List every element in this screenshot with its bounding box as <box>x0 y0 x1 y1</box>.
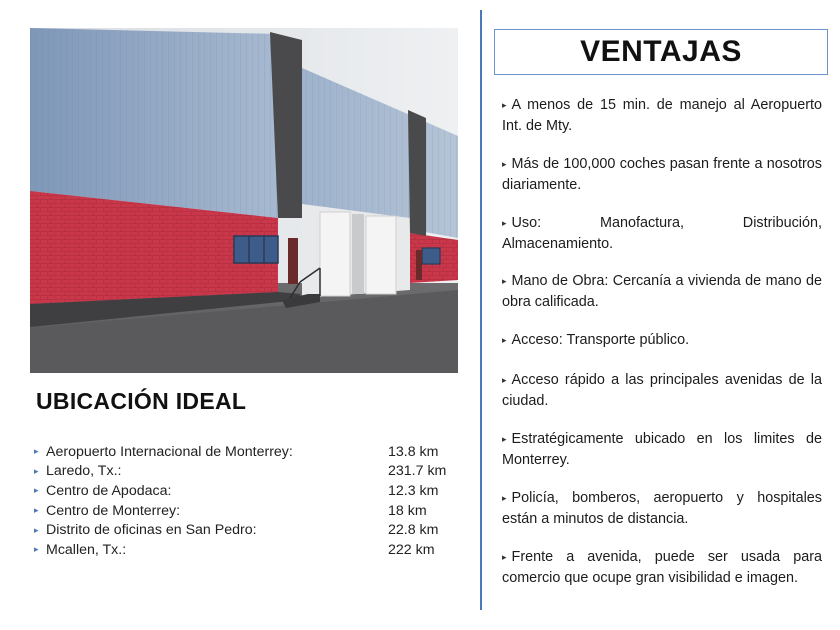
warehouse-render-image <box>30 28 458 373</box>
advantage-item <box>502 488 822 530</box>
distance-row <box>34 520 474 540</box>
advantage-item <box>502 95 822 137</box>
column-divider <box>480 10 482 610</box>
bullet-icon: ▸ <box>502 335 507 345</box>
distance-place: Laredo, Tx.: <box>46 463 122 480</box>
bullet-icon: ▸ <box>34 505 39 516</box>
distance-place: Centro de Monterrey: <box>46 502 181 519</box>
distance-row <box>34 540 474 560</box>
advantage-text: Más de 100,000 coches pasan frente a nosotros diariamente. <box>502 156 822 194</box>
advantage-text: Frente a avenida, puede ser usada para comercio que ocupe gran visibilidad e imagen. <box>502 549 822 587</box>
advantage-text: Estratégicamente ubicado en los limites de Monterrey. <box>502 431 822 469</box>
bullet-icon: ▸ <box>502 218 507 228</box>
bullet-icon: ▸ <box>34 544 39 555</box>
advantage-item <box>502 154 822 196</box>
advantage-item <box>502 547 822 589</box>
bullet-icon: ▸ <box>502 159 507 169</box>
distance-place: Aeropuerto Internacional de Monterrey: <box>46 443 293 460</box>
ubicacion-heading: UBICACIÓN IDEAL <box>36 388 247 414</box>
distance-value: 231.7 km <box>388 463 447 480</box>
bullet-icon: ▸ <box>502 552 507 562</box>
advantage-item <box>502 271 822 313</box>
distance-row <box>34 442 474 462</box>
distance-row <box>34 462 474 482</box>
advantage-item <box>502 429 822 471</box>
advantage-text: Uso: Manofactura, Distribución, Almacenamiento. <box>502 215 822 253</box>
ventajas-heading-box <box>494 29 828 75</box>
bullet-icon: ▸ <box>34 465 39 476</box>
distance-value: 22.8 km <box>388 522 439 539</box>
distance-place: Centro de Apodaca: <box>46 482 172 499</box>
distance-value: 13.8 km <box>388 443 439 460</box>
distance-value: 18 km <box>388 502 427 519</box>
advantage-text: Acceso rápido a las principales avenidas de la ciudad. <box>502 372 822 410</box>
distance-value: 12.3 km <box>388 482 439 499</box>
distance-place: Mcallen, Tx.: <box>46 541 127 558</box>
advantage-item <box>502 330 822 351</box>
advantage-text: Policía, bomberos, aeropuerto y hospitales están a minutos de distancia. <box>502 490 822 528</box>
advantage-item <box>502 213 822 255</box>
bullet-icon: ▸ <box>34 446 39 457</box>
advantage-item <box>502 370 822 412</box>
bullet-icon: ▸ <box>502 493 507 503</box>
ventajas-heading: VENTAJAS <box>580 35 742 68</box>
distance-row <box>34 501 474 521</box>
distance-place: Distrito de oficinas en San Pedro: <box>46 522 257 539</box>
bullet-icon: ▸ <box>502 375 507 385</box>
advantage-text: Mano de Obra: Cercanía a vivienda de mano de obra calificada. <box>502 273 822 311</box>
advantage-text: A menos de 15 min. de manejo al Aeropuerto Int. de Mty. <box>502 97 822 135</box>
bullet-icon: ▸ <box>34 524 39 535</box>
bullet-icon: ▸ <box>502 100 507 110</box>
distances-list <box>34 442 474 560</box>
advantage-text: Acceso: Transporte público. <box>511 332 690 348</box>
distance-value: 222 km <box>388 541 435 558</box>
bullet-icon: ▸ <box>34 485 39 496</box>
distance-row <box>34 481 474 501</box>
bullet-icon: ▸ <box>502 434 507 444</box>
bullet-icon: ▸ <box>502 276 507 286</box>
